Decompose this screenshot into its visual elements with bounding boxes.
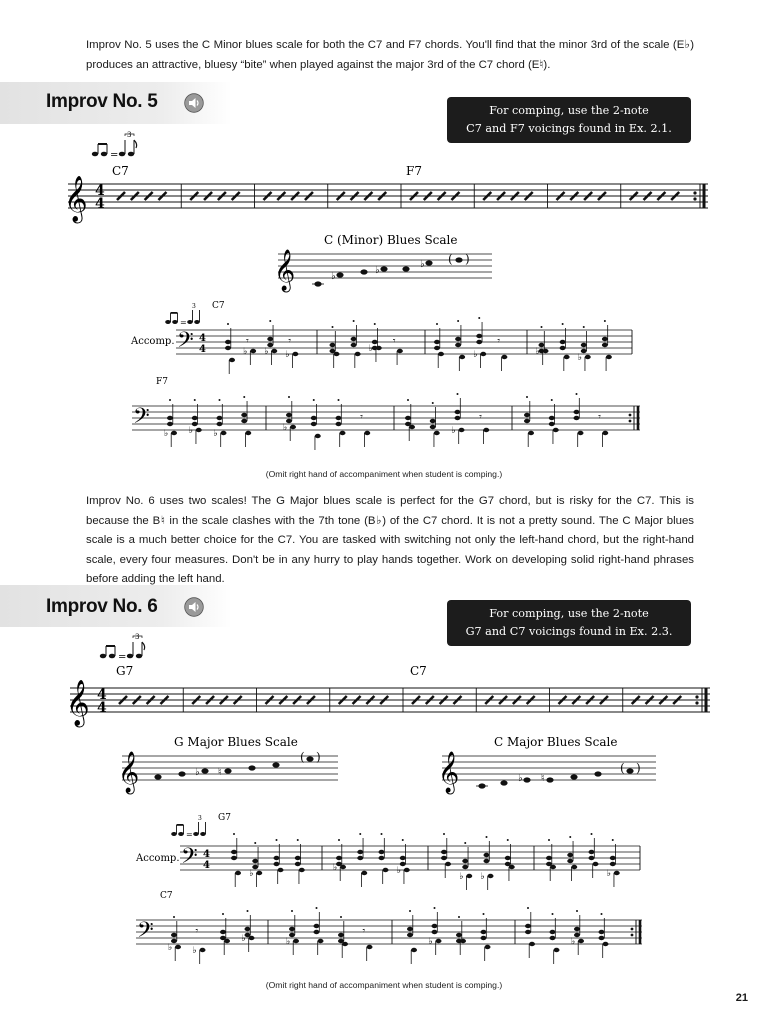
svg-text:): ): [316, 750, 321, 764]
chord-note: [231, 850, 237, 854]
bass-note: [256, 871, 262, 875]
bass-note: [278, 868, 284, 872]
chord-note: [330, 343, 336, 347]
accomp-notes: [231, 833, 620, 890]
bass-note: [229, 358, 235, 362]
accomp-notes: [225, 317, 612, 374]
treble-clef-icon: 𝄞: [118, 752, 140, 793]
svg-text:♭: ♭: [195, 767, 200, 778]
improv6-caption: (Omit right hand of accompaniment when student is comping.): [265, 980, 503, 990]
bass-note: [221, 431, 227, 435]
chord-note: [581, 343, 587, 347]
improv5-caption: (Omit right hand of accompaniment when student is comping.): [265, 469, 503, 479]
bass-note: [501, 355, 507, 359]
bass-note: [529, 942, 535, 946]
chord-note: [405, 416, 411, 420]
bass-note: [438, 352, 444, 356]
chord-note: [599, 936, 605, 940]
svg-text:♭: ♭: [459, 872, 464, 882]
svg-text:♭: ♭: [571, 937, 576, 947]
bass-note: [480, 352, 486, 356]
chord-note: [476, 334, 482, 338]
bass-note: [459, 428, 465, 432]
improv6-title: Improv No. 6: [46, 596, 158, 617]
time-sig-bottom: 4: [95, 196, 105, 212]
chord-note: [217, 422, 223, 426]
time-sig-top: 4: [95, 183, 105, 199]
page-number: 21: [735, 992, 748, 1004]
treble-clef-icon: 𝄞: [438, 752, 460, 793]
chord-note: [245, 927, 251, 931]
svg-text:♭: ♭: [241, 934, 246, 944]
chord-note: [602, 343, 608, 347]
chord-note: [455, 343, 461, 347]
scale-title: C Major Blues Scale: [494, 735, 618, 749]
chord-note: [400, 856, 406, 860]
treble-clef-icon: 𝄞: [64, 176, 88, 222]
bass-note: [361, 871, 367, 875]
svg-text:𝄾: 𝄾: [598, 412, 601, 423]
swing-marking: [100, 633, 145, 663]
c-major-blues-scale: [438, 730, 662, 800]
scale-title: G Major Blues Scale: [174, 735, 298, 749]
svg-text:♭: ♭: [333, 863, 338, 873]
svg-text:♭: ♭: [535, 347, 540, 357]
bass-note: [485, 945, 491, 949]
svg-text:𝄾: 𝄾: [360, 412, 363, 423]
chord-note: [241, 413, 247, 417]
bass-note: [175, 945, 181, 949]
svg-text:4: 4: [203, 860, 210, 871]
chord-note: [171, 933, 177, 937]
chord-g7: G7: [116, 664, 134, 678]
bass-clef-icon: 𝄢: [181, 844, 198, 874]
chord-note: [407, 927, 413, 931]
chord-note: [549, 422, 555, 426]
accomp-notes: [168, 907, 609, 964]
bass-note: [409, 425, 415, 429]
chord-note: [574, 927, 580, 931]
chord-note: [589, 850, 595, 854]
svg-text:♭: ♭: [606, 869, 611, 879]
accomp-label: Accomp.: [136, 853, 180, 864]
bass-note: [593, 862, 599, 866]
bass-clef-icon: 𝄢: [177, 328, 194, 358]
chord-note: [484, 853, 490, 857]
bass-note: [367, 945, 373, 949]
chord-f7: F7: [406, 164, 422, 178]
bass-note: [466, 874, 472, 878]
accomp-chord-c7: C7: [212, 301, 225, 311]
bass-note: [528, 431, 534, 435]
chord-note: [550, 936, 556, 940]
improv5-lead-staff: [0, 126, 768, 226]
chord-note: [455, 416, 461, 420]
svg-text:♭: ♭: [192, 946, 197, 956]
bass-note: [315, 434, 321, 438]
treble-clef-icon: 𝄞: [274, 250, 296, 291]
svg-text:(: (: [448, 252, 453, 266]
chord-note: [432, 930, 438, 934]
bass-note: [614, 871, 620, 875]
svg-text:♭: ♭: [213, 429, 218, 439]
bass-note: [578, 939, 584, 943]
svg-text:♮: ♮: [218, 767, 222, 778]
chord-note: [231, 856, 237, 860]
chord-c7: C7: [410, 664, 427, 678]
chord-note: [462, 859, 468, 863]
bass-note: [293, 939, 299, 943]
bass-note: [459, 355, 465, 359]
speaker-icon[interactable]: [184, 93, 204, 113]
svg-text:𝄾: 𝄾: [497, 336, 501, 347]
bass-note: [460, 939, 466, 943]
chord-note: [314, 930, 320, 934]
improv6-accomp-system-1: [0, 810, 768, 896]
improv5-accomp-system-2: [0, 372, 768, 466]
bass-note: [299, 868, 305, 872]
bass-note: [383, 868, 389, 872]
svg-text:𝄾: 𝄾: [479, 412, 482, 423]
svg-text:): ): [465, 252, 470, 266]
bass-note: [606, 355, 612, 359]
bass-clef-icon: 𝄢: [133, 404, 150, 434]
bass-note: [411, 948, 417, 952]
tip-line: G7 and C7 voicings found in Ex. 2.3.: [465, 625, 673, 638]
swing-equals: =: [110, 150, 119, 161]
chord-note: [225, 340, 231, 344]
svg-text:4: 4: [97, 687, 107, 703]
chord-c7: C7: [112, 164, 129, 178]
bass-note: [571, 865, 577, 869]
chord-note: [602, 337, 608, 341]
scale-title: C (Minor) Blues Scale: [324, 233, 458, 247]
svg-text:4: 4: [199, 333, 206, 344]
treble-clef-icon: 𝄞: [66, 680, 90, 726]
chord-note: [567, 853, 573, 857]
bass-note: [578, 431, 584, 435]
accomp-label: Accomp.: [131, 336, 175, 347]
chord-note: [430, 419, 436, 423]
svg-text:♭: ♭: [577, 353, 582, 363]
svg-text:(: (: [620, 761, 625, 775]
svg-text:𝄾: 𝄾: [288, 336, 292, 347]
chord-note: [241, 419, 247, 423]
speaker-icon[interactable]: [184, 597, 204, 617]
chord-note: [481, 936, 487, 940]
chord-note: [574, 410, 580, 414]
chord-note: [610, 856, 616, 860]
chord-note: [336, 416, 342, 420]
chord-note: [441, 856, 447, 860]
chord-note: [505, 856, 511, 860]
chord-note: [338, 933, 344, 937]
bass-note: [200, 948, 206, 952]
chord-note: [560, 346, 566, 350]
svg-text:=: =: [186, 830, 193, 839]
chord-note: [351, 343, 357, 347]
bass-note: [340, 865, 346, 869]
bass-note: [355, 352, 361, 356]
svg-text:♭: ♭: [164, 429, 169, 439]
svg-text:4: 4: [97, 700, 107, 716]
bass-note: [224, 939, 230, 943]
tip-line: For comping, use the 2-note: [489, 104, 649, 117]
chord-note: [167, 416, 173, 420]
bass-note: [364, 431, 370, 435]
tip-line: For comping, use the 2-note: [489, 607, 649, 620]
chord-note: [336, 422, 342, 426]
svg-text:♭: ♭: [368, 344, 373, 354]
svg-text:): ): [636, 761, 641, 775]
bass-note: [509, 865, 515, 869]
svg-text:♭: ♭: [451, 426, 456, 436]
chord-note: [379, 856, 385, 860]
chord-note: [481, 930, 487, 934]
chord-note: [311, 422, 317, 426]
svg-text:♭: ♭: [428, 937, 433, 947]
chord-note: [560, 340, 566, 344]
bass-note: [171, 431, 177, 435]
chord-note: [295, 856, 301, 860]
bass-note: [250, 349, 256, 353]
swing-marking: [92, 131, 137, 161]
chord-note: [217, 416, 223, 420]
svg-text:♭: ♭: [420, 259, 425, 270]
chord-note: [524, 413, 530, 417]
svg-text:♭: ♭: [396, 866, 401, 876]
chord-note: [589, 856, 595, 860]
chord-note: [525, 930, 531, 934]
c-minor-blues-scale: [270, 228, 500, 294]
swing-equals: =: [118, 652, 127, 663]
bass-note: [334, 352, 340, 356]
chord-note: [455, 410, 461, 414]
svg-text:♭: ♭: [331, 271, 336, 282]
chord-note: [192, 416, 198, 420]
chord-note: [311, 416, 317, 420]
bass-note: [434, 431, 440, 435]
bass-note: [249, 936, 255, 940]
improv5-title: Improv No. 5: [46, 91, 158, 112]
chord-note: [550, 930, 556, 934]
chord-note: [295, 862, 301, 866]
bass-note: [554, 948, 560, 952]
improv5-accomp-system-1: [0, 296, 768, 382]
bass-note: [483, 428, 489, 432]
svg-text:𝄾: 𝄾: [392, 336, 396, 347]
g-major-blues-scale: [118, 730, 346, 800]
bass-note: [290, 425, 296, 429]
bass-note: [564, 355, 570, 359]
chord-note: [441, 850, 447, 854]
chord-note: [357, 856, 363, 860]
tip-line: C7 and F7 voicings found in Ex. 2.1.: [466, 122, 672, 135]
svg-text:𝄾: 𝄾: [195, 926, 199, 937]
chord-note: [289, 927, 295, 931]
svg-text:3: 3: [192, 303, 196, 310]
bass-note: [340, 431, 346, 435]
bass-note: [543, 349, 549, 353]
svg-text:3: 3: [127, 131, 132, 139]
chord-note: [462, 865, 468, 869]
chord-note: [434, 346, 440, 350]
bass-note: [602, 431, 608, 435]
svg-text:(: (: [300, 750, 305, 764]
chord-note: [274, 862, 280, 866]
bass-note: [553, 428, 559, 432]
svg-text:♭: ♭: [243, 347, 248, 357]
chord-note: [567, 859, 573, 863]
bass-note: [271, 349, 277, 353]
bass-note: [445, 862, 451, 866]
chord-note: [574, 416, 580, 420]
svg-text:♭: ♭: [168, 943, 173, 953]
svg-text:𝄾: 𝄾: [362, 926, 366, 937]
bass-note: [550, 865, 556, 869]
bass-note: [376, 346, 382, 350]
chord-note: [599, 930, 605, 934]
chord-note: [267, 337, 273, 341]
scale-notes: [476, 761, 641, 789]
svg-text:3: 3: [135, 633, 140, 641]
svg-text:4: 4: [203, 849, 210, 860]
chord-note: [357, 850, 363, 854]
svg-text:♭: ♭: [518, 773, 523, 784]
svg-text:♭: ♭: [188, 426, 193, 436]
accomp-notes: [164, 393, 608, 450]
chord-note: [455, 337, 461, 341]
svg-text:4: 4: [199, 344, 206, 355]
bass-note: [397, 349, 403, 353]
bass-note: [196, 428, 202, 432]
middle-paragraph: Improv No. 6 uses two scales! The G Major blues scale is perfect for the G7 chord, but is risky for the C7. This is because the B♮ in the scale clashes with the 7th tone (B♭) of the C7 chord. It is not a pretty sound. The C Major blues scale is a much better choice for the C7. You are tasked with switching not only the left-hand chord, but the right-hand scale, every four measures. Don't be in any hurry to play hands together. Work on developing solid right-hand phrases before adding the left hand.: [86, 495, 694, 586]
chord-note: [336, 856, 342, 860]
bass-note: [603, 942, 609, 946]
chord-note: [610, 862, 616, 866]
scale-notes: [312, 252, 470, 287]
chord-note: [252, 859, 258, 863]
chord-note: [432, 924, 438, 928]
bass-note: [292, 352, 298, 356]
svg-text:♭: ♭: [286, 937, 291, 947]
svg-text:♭: ♭: [473, 350, 478, 360]
chord-note: [456, 933, 462, 937]
bass-note: [342, 942, 348, 946]
chord-note: [379, 850, 385, 854]
svg-text:𝄾: 𝄾: [246, 336, 249, 347]
svg-text:♭: ♭: [375, 265, 380, 276]
chord-note: [549, 416, 555, 420]
swing-marking: [165, 303, 200, 327]
bass-note: [488, 874, 494, 878]
chord-note: [167, 422, 173, 426]
bass-note: [404, 868, 410, 872]
chord-note: [524, 419, 530, 423]
accomp-chord-c7: C7: [160, 891, 173, 901]
chord-note: [434, 340, 440, 344]
svg-text:♭: ♭: [283, 423, 288, 433]
bass-clef-icon: 𝄢: [137, 918, 154, 948]
chord-note: [225, 346, 231, 350]
chord-note: [351, 337, 357, 341]
scale-notes: [154, 750, 320, 780]
swing-marking: [171, 815, 206, 839]
svg-text:3: 3: [198, 815, 202, 822]
svg-text:♭: ♭: [480, 872, 485, 882]
svg-text:=: =: [180, 318, 187, 327]
chord-note: [407, 933, 413, 937]
bass-note: [235, 871, 241, 875]
chord-note: [314, 924, 320, 928]
accomp-chord-g7: G7: [218, 813, 231, 823]
intro-paragraph: Improv No. 5 uses the C Minor blues scale for both the C7 and F7 chords. You'll find that the minor 3rd of the scale (E♭) produces an attractive, bluesy “bite” when played against the major 3rd of the C7 chord (E♮).: [86, 39, 694, 71]
chord-note: [220, 930, 226, 934]
improv6-accomp-system-2: [0, 886, 768, 978]
svg-text:♭: ♭: [249, 869, 254, 879]
chord-note: [286, 413, 292, 417]
bass-note: [436, 939, 442, 943]
chord-note: [476, 340, 482, 344]
svg-text:♭: ♭: [285, 350, 290, 360]
chord-note: [546, 856, 552, 860]
bass-note: [245, 431, 251, 435]
bass-note: [318, 939, 324, 943]
accomp-chord-f7: F7: [156, 377, 168, 387]
chord-note: [274, 856, 280, 860]
chord-note: [525, 924, 531, 928]
bass-note: [585, 355, 591, 359]
chord-note: [430, 425, 436, 429]
chord-note: [484, 859, 490, 863]
improv6-lead-staff: [0, 628, 768, 728]
svg-text:♮: ♮: [541, 773, 545, 784]
svg-text:♭: ♭: [264, 347, 269, 357]
